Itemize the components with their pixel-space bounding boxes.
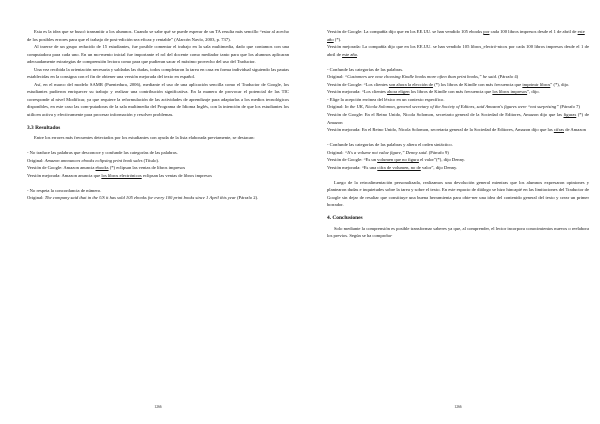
improved-version-line: Versión mejorada: “Es una cifra de volumen, no de valor”, dijo Denny. — [327, 164, 458, 170]
original-line: Original: The company said that in the US it has sold 105 ebooks for every 100 print books since 1 April this year (Párrafo 2). — [27, 195, 259, 201]
section-heading: 4. Conclusiones — [327, 214, 363, 221]
improved-version-line: Versión mejorada: La compañía dijo que en los EE.UU. se han vendido 105 libros_electró-nicos por cada 100 libros impresos desde el 1 de abril de este año. — [327, 44, 589, 57]
google-version-line: Versión de Google: “Los clientes son ahora la elección de (*) los libros de Kindle con más frecuencia que imprimir libros” (*), dijo. — [327, 81, 570, 87]
paragraph: Una vez recibida la orientación necesaria y saldadas las dudas, todos completaron la tarea en casa en forma individual siguiendo las pautas establecidas en la consigna con el fin de obtener una versión mejorada del texto en español. — [27, 66, 289, 80]
item-title: - Confunde las categorías de las palabras y altera el orden sintáctico. — [327, 142, 453, 148]
right-page — [327, 28, 589, 240]
paragraph: Esta es la idea que se buscó transmitir a los alumnos. Cuando se sabe qué se puede esperar de un TA resulta más sencillo “estar al acecho de los posibles errores para que el trabajo de post-edición sea eficaz y rentable” (Alarcón Navío, 2003, p. 737). — [27, 29, 289, 42]
original-line: Original: “It's a volume not value figure,” Denny said. (Párrafo 9) — [327, 149, 449, 155]
google-version-line: Versión de Google: La compañía dijo que en los EE.UU. se han vendido 105 ebooks por cada 100 libros impresos desde el 1 de abril de este año (*). — [327, 29, 585, 42]
item-title: - Confunde las categorías de las palabras. — [327, 66, 404, 72]
improved-version-line: Versión mejorada: “Los clientes ahora eligen los libros de Kindle con más frecuencia que los libros impresos”, dijo. — [327, 89, 540, 95]
section-heading: 3.3 Resultados — [27, 124, 61, 131]
results-intro: Entre los errores más frecuentes detectados por los estudiantes con ayuda de la lista elaborada previamente, se destacan: — [34, 135, 255, 141]
original-line: Original: In the UK, Nicola Solomon, general secretary of the Society of Editors, said Amazon's figures were “not surprising” (Párrafo 7) — [327, 104, 580, 110]
paragraph: Al traerse de un grupo reducido de 15 estudiantes, fue posible comentar el trabajo en la sala multimedia, dado que contamos con una computadora para cada uno. En un mo-mento inicial fue importante el rol del docente como mediador tanto para que los alumnos aplicaran adecuadamente estrategias de comprensión lectora como para que pudieran sacar el máximo provecho del uso del Traductor. — [27, 44, 289, 65]
closing-paragraph: Luego de la retroalimentación personalizada, realizamos una devolución general mientras que los alumnos expresaron opiniones y plantearon dudas e inquietudes sobre la tarea y sobre el texto. En este espacio de diálogo se hizo hincapié en las limitaciones del Traductor de Google sin dejar de resaltar que constituye una buena herramienta para obte-ner una idea del contenido general del texto y crear un primer borrador. — [327, 179, 589, 208]
page-number: 1266 — [454, 405, 462, 409]
improved-version-line: Versión mejorada: En el Reino Unido, Nicola Solomon, secretaria general de la Sociedad de Editores, Amazon dijo que las cifras de Amazon — [327, 127, 586, 133]
item-title: - Elige la acepción errónea del léxico en un contexto específico. — [327, 96, 445, 102]
google-version-line: Versión de Google: Amazon anuncia ebooks (*) eclipsan las ventas de libros impresos — [27, 165, 186, 171]
conclusions-paragraph: Solo mediante la comprensión es posible transformar saberes ya que, al comprender, el lector incorpora conocimientos nuevos o reelabora los previos. Según se ha comproba- — [327, 225, 589, 239]
paragraph: Así, en el marco del modelo SAMR (Puentedura, 2006), mediante el uso de una aplicación sencilla como el Traductor de Google, los estudiantes pudieron enriquecer su trabajo y realizar una contribución significativa. En la manera de provocar el potencial de las TIC corresponde al nivel Modificar, ya que requiere la reformulación de las actividades de aprendizaje para adaptarlas a los medios tecnológicos disponibles, en este caso las com-putadoras de la sala multimedia del Programa de Idioma Inglés, con la intención de que los estudiantes los utilicen activa y efectivamente para procesar información y resolver problemas. — [27, 81, 289, 118]
google-version-line: Versión de Google: “Es un volumen que no figura el valor”(*), dijo Denny. — [327, 157, 466, 163]
improved-version-line: Versión mejorada: Amazon anuncia que los libros electrónicos eclipsan las ventas de libros impresos — [27, 172, 212, 178]
item-title: - No traduce las palabras que desconoce y confunde las categorías de las palabras. — [27, 150, 178, 156]
left-page — [27, 28, 289, 202]
google-version-line: Versión de Google: En el Reino Unido, Nicola Solomon, secretario general de la Sociedad de Editores, Amazon dijo que las figuras (*) de Amazon — [327, 111, 589, 125]
original-line: Original: “Customers are now choosing Kindle books more often than print books,” he said. (Párrafo 4) — [327, 74, 519, 80]
original-line: Original: Amazon announces ebooks eclipsing print book sales (Título). — [27, 157, 160, 163]
item-title: - No respeta la concordancia de número. — [27, 187, 102, 193]
page-number: 1266 — [154, 405, 162, 409]
